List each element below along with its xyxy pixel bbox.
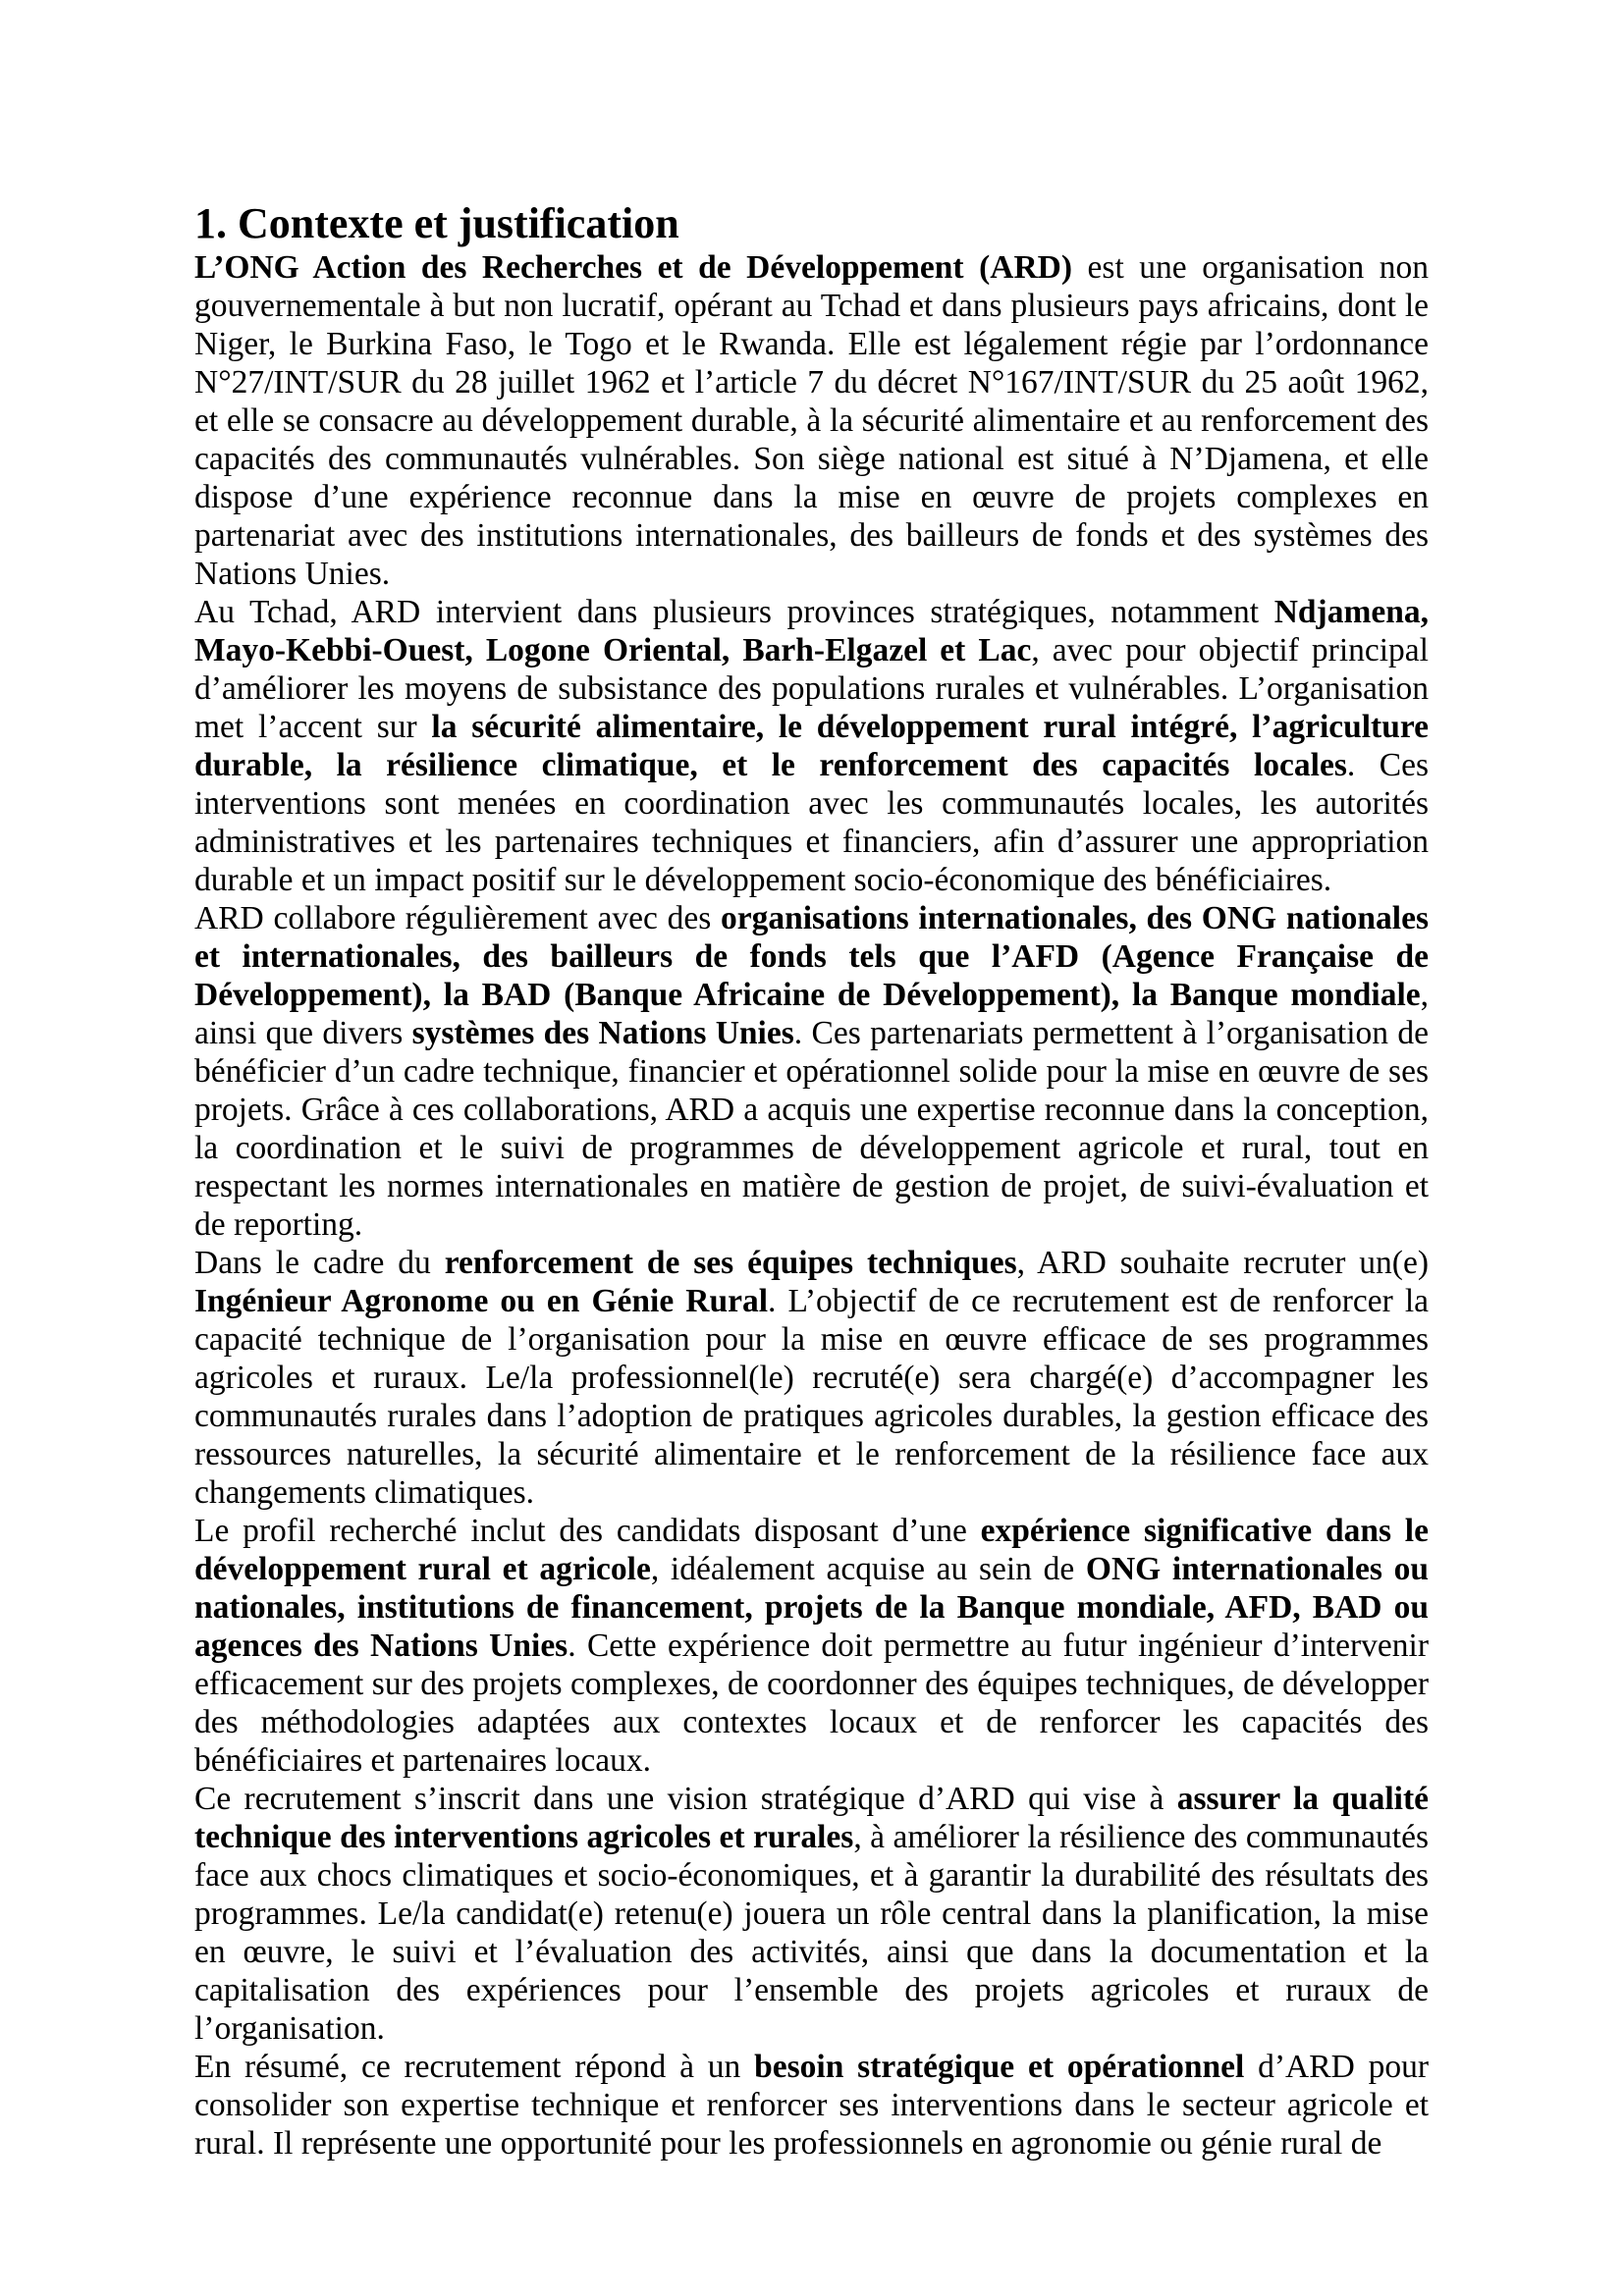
paragraph — [194, 2048, 1429, 2163]
paragraph — [194, 593, 1429, 899]
paragraph — [194, 248, 1429, 593]
text-run: . Cette expérience doit permettre au futur ingénieur d’intervenir efficacement sur des projets complexes, de coordonner des équipes techniques, de développer des méthodologies adaptées aux contextes locaux et de renforcer les capacités des bénéficiaires et partenaires locaux. — [194, 1628, 1429, 1779]
text-run: . L’objectif de ce recrutement est de renforcer la capacité technique de l’organisation pour la mise en œuvre efficace de ses programmes agricoles et ruraux. Le/la professionnel(le) recruté(e) sera chargé(e) d’accompagner les communautés rurales dans l’adoption de pratiques agricoles durables, la gestion efficace des ressources naturelles, la sécurité alimentaire et le renforcement de la résilience face aux changements climatiques. — [194, 1283, 1429, 1511]
bold-run: assurer la qualité technique des interventions agricoles et rurales — [194, 1781, 1429, 1855]
text-run: Au Tchad, ARD intervient dans plusieurs provinces stratégiques, notamment — [194, 594, 1274, 630]
paragraph — [194, 1244, 1429, 1512]
section-heading: 1. Contexte et justification — [194, 199, 679, 247]
text-run: ARD collabore régulièrement avec des — [194, 900, 721, 936]
bold-run: Ndjamena, Mayo-Kebbi-Ouest, Logone Oriental, Barh-Elgazel et Lac — [194, 594, 1429, 668]
bold-run: systèmes des Nations Unies — [411, 1015, 794, 1051]
paragraph — [194, 1512, 1429, 1780]
paragraph — [194, 899, 1429, 1244]
text-run: Dans le cadre du — [194, 1245, 445, 1281]
bold-run: renforcement de ses équipes techniques — [444, 1245, 1017, 1281]
bold-run: la sécurité alimentaire, le développement rural intégré, l’agriculture durable, la résilience climatique, et le renforcement des capacités locales — [194, 709, 1429, 783]
text-run: d’ARD pour consolider son expertise technique et renforcer ses interventions dans le secteur agricole et rural. Il représente une opportunité pour les professionnels en agronomie ou génie rural de — [194, 2049, 1430, 2162]
paragraph — [194, 1780, 1429, 2048]
bold-run: Ingénieur Agronome ou en Génie Rural — [194, 1283, 769, 1319]
text-run: En résumé, ce recrutement répond à un — [194, 2049, 755, 2085]
text-run: . Ces interventions sont menées en coordination avec les communautés locales, les autorités administratives et les partenaires techniques et financiers, afin d’assurer une appropriation durable et un impact positif sur le développement socio-économique des bénéficiaires. — [194, 747, 1430, 898]
bold-run: expérience significative dans le développement rural et agricole — [194, 1513, 1429, 1587]
text-run: , ainsi que divers — [194, 977, 1429, 1051]
text-run: Ce recrutement s’inscrit dans une vision stratégique d’ARD qui vise à — [194, 1781, 1177, 1817]
text-run: est une organisation non gouvernementale à but non lucratif, opérant au Tchad et dans plusieurs pays africains, dont le Niger, le Burkina Faso, le Togo et le Rwanda. Elle est légalement régie par l’ordonnance N°27/INT/SUR du 28 juillet 1962 et l’article 7 du décret N°167/INT/SUR du 25 août 1962, et elle se consacre au développement durable, à la sécurité alimentaire et au renforcement des capacités des communautés vulnérables. Son siège national est situé à N’Djamena, et elle dispose d’une expérience reconnue dans la mise en œuvre de projets complexes en partenariat avec des institutions internationales, des bailleurs de fonds et des systèmes des Nations Unies. — [194, 249, 1429, 592]
text-run: , à améliorer la résilience des communautés face aux chocs climatiques et socio-économiques, et à garantir la durabilité des résultats des programmes. Le/la candidat(e) retenu(e) jouera un rôle central dans la planification, la mise en œuvre, le suivi et l’évaluation des activités, ainsi que dans la documentation et la capitalisation des expériences pour l’ensemble des projets agricoles et ruraux de l’organisation. — [194, 1819, 1429, 2047]
bold-run: besoin stratégique et opérationnel — [754, 2049, 1245, 2085]
text-run: , idéalement acquise au sein de — [650, 1551, 1086, 1587]
text-run: Le profil recherché inclut des candidats disposant d’une — [194, 1513, 981, 1549]
text-run: . Ces partenariats permettent à l’organisation de bénéficier d’un cadre technique, financier et opérationnel solide pour la mise en œuvre de ses projets. Grâce à ces collaborations, ARD a acquis une expertise reconnue dans la conception, la coordination et le suivi de programmes de développement agricole et rural, tout en respectant les normes internationales en matière de gestion de projet, de suivi-évaluation et de reporting. — [194, 1015, 1430, 1243]
document-body — [194, 248, 1429, 2163]
bold-run: L’ONG Action des Recherches et de Développement (ARD) — [194, 249, 1073, 286]
bold-run: organisations internationales, des ONG nationales et internationales, des bailleurs de fonds tels que l’AFD (Agence Française de Développement), la BAD (Banque Africaine de Développement), la Banque mondiale — [194, 900, 1430, 1013]
text-run: , ARD souhaite recruter un(e) — [1016, 1245, 1429, 1281]
text-run: , avec pour objectif principal d’améliorer les moyens de subsistance des populations rurales et vulnérables. L’organisation met l’accent sur — [194, 632, 1429, 745]
bold-run: ONG internationales ou nationales, institutions de financement, projets de la Banque mondiale, AFD, BAD ou agences des Nations Unies — [194, 1551, 1429, 1664]
